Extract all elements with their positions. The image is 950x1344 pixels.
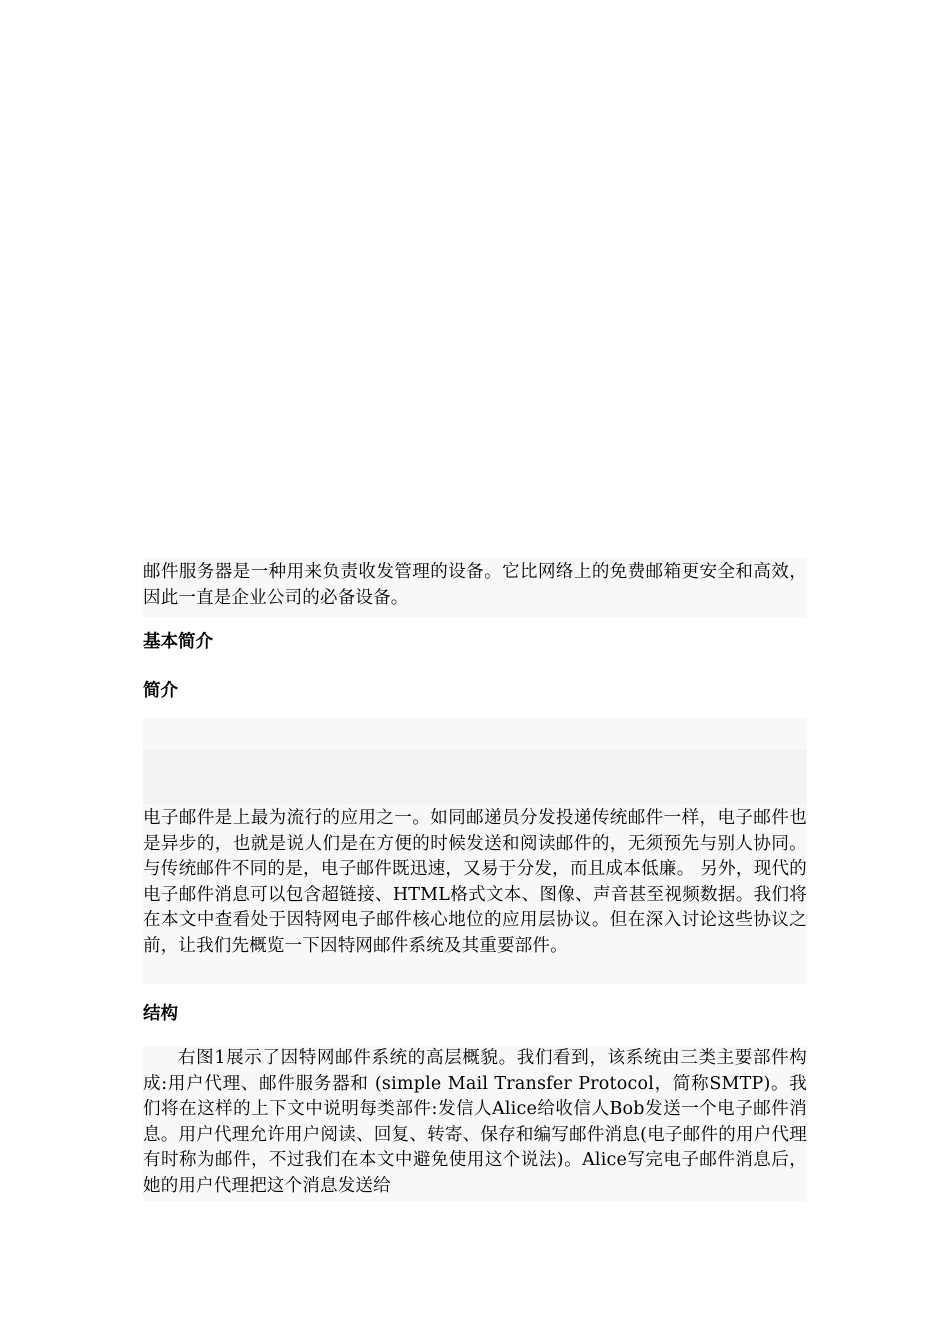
section-heading-intro: 简介 (143, 681, 178, 701)
section-heading-structure: 结构 (143, 1004, 178, 1024)
structure-paragraph: 右图1展示了因特网邮件系统的高层概貌。我们看到，该系统由三类主要部件构成:用户代理、邮件服务器和 (simple Mail Transfer Protocol，简称SMTP)。我们将在这样的上下文中说明每类部件:发信人Alice给收信人Bob发送一个电子邮件消息。用户代理允许用户阅读、回复、转寄、保存和编写邮件消息(电子邮件的用户代理有时称为邮件，不过我们在本文中避免使用这个说法)。Alice写完电子邮件消息后，她的用户代理把这个消息发送给 (143, 1048, 807, 1196)
heading-intro-block (143, 679, 807, 703)
heading-basic-block (143, 630, 807, 654)
heading-structure-block (143, 1002, 807, 1026)
email-paragraph-block (143, 806, 807, 984)
intro-block (143, 558, 807, 617)
email-paragraph: 电子邮件是上最为流行的应用之一。如同邮递员分发投递传统邮件一样，电子邮件也是异步的，也就是说人们是在方便的时候发送和阅读邮件的，无须预先与别人协同。与传统邮件不同的是，电子邮件既迅速，又易于分发，而且成本低廉。 另外，现代的电子邮件消息可以包含超链接、HTML格式文本、图像、声音甚至视频数据。我们将在本文中查看处于因特网电子邮件核心地位的应用层协议。但在深入讨论这些协议之前，让我们先概览一下因特网邮件系统及其重要部件。 (143, 808, 807, 956)
intro-paragraph: 邮件服务器是一种用来负责收发管理的设备。它比网络上的免费邮箱更安全和高效，因此一直是企业公司的必备设备。 (143, 562, 807, 608)
section-heading-basic: 基本简介 (143, 632, 213, 652)
structure-paragraph-block (143, 1046, 807, 1201)
shaded-band (143, 750, 807, 804)
blank-shaded-area (143, 718, 807, 806)
